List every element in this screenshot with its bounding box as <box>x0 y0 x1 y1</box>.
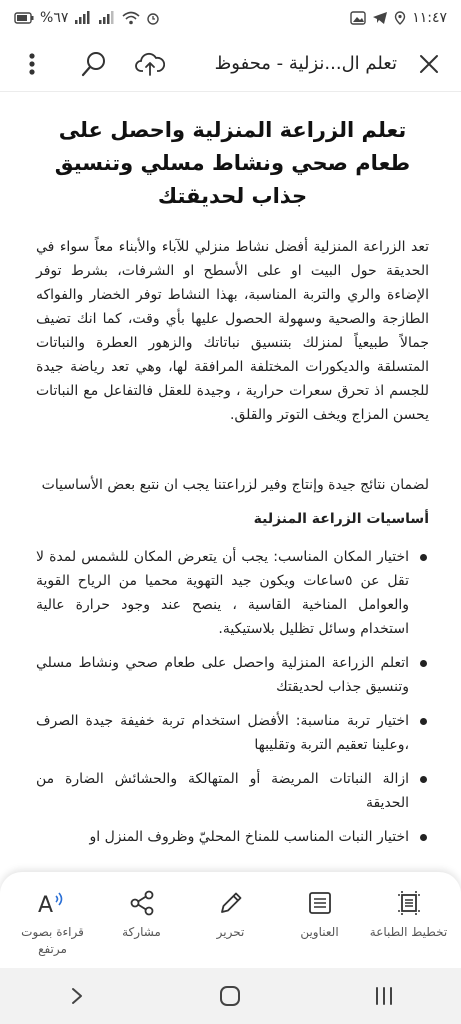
cloud-upload-icon <box>135 51 165 77</box>
list-item <box>36 767 429 815</box>
read-aloud-label: قراءة بصوت مرتفع <box>21 925 84 956</box>
list-item <box>36 709 429 757</box>
more-options-button[interactable] <box>10 42 54 86</box>
status-right <box>350 10 447 26</box>
signal-icon <box>74 11 92 25</box>
cloud-upload-button[interactable] <box>128 42 172 86</box>
headings-label: العناوين <box>300 925 339 939</box>
status-bar <box>0 0 461 36</box>
headings-button[interactable] <box>277 886 363 941</box>
status-time: ١١:٤٧ <box>412 10 447 26</box>
svg-text:A: A <box>37 893 53 918</box>
battery-percent: %٦٧ <box>40 10 69 26</box>
recents-button[interactable] <box>354 974 414 1018</box>
list-item <box>36 825 429 849</box>
alarm-icon <box>146 11 160 25</box>
share-label: مشاركة <box>122 925 161 939</box>
signal-icon-2 <box>98 11 116 25</box>
list-item-text: اختيار النبات المناسب للمناخ المحليّ وظروف المنزل او <box>89 829 409 845</box>
system-nav-bar <box>0 968 461 1024</box>
list-item <box>36 651 429 699</box>
read-aloud-icon <box>36 886 70 920</box>
gallery-icon <box>350 11 366 25</box>
battery-icon <box>14 12 34 24</box>
edit-button[interactable] <box>188 886 274 941</box>
list-item <box>36 545 429 641</box>
close-button[interactable] <box>407 42 451 86</box>
list-item-text: اختيار تربة مناسبة: الأفضل استخدام تربة خفيفة جيدة الصرف ،وعلينا تعقيم التربة وتقليبها <box>36 713 409 753</box>
recents-icon <box>373 986 395 1006</box>
telegram-icon <box>372 11 388 25</box>
share-button[interactable] <box>99 886 185 941</box>
bullet-icon <box>420 660 427 667</box>
intro-paragraph: تعد الزراعة المنزلية أفضل نشاط منزلي للآباء والأبناء معاً سواء في الحديقة حول البيت او على الأسطح او الشرفات، بشرط توفر الإضاءة والري والتربة المناسبة، بهذا النشاط توفر الخضار والفواكه الطازجة والصحية وسهولة الحصول عليها بأي وقت، كما انك تضيف جمالاً طبيعياً لمنزلك بتنسيق نباتاتك والزهور العطرة والنباتات المتسلقة والديكورات المختلفة المرافقة لها، وهي تعد رياضة جيدة للجسم اذ تحرق سعرات حرارية ، وجيدة للعقل فالتفاعل مع النباتات يحسن المزاج ويخف التوتر والقلق. <box>36 239 429 423</box>
list-item-text: اختيار المكان المناسب: يجب أن يتعرض المكان للشمس لمدة لا تقل عن ٥ساعات ويكون جيد التهوية محميا من الرياح القوية والعوامل المناخية القاسية ، ينصح عند وجود حرارة عالية استخدام وسائل تظليل بلاستيكية. <box>36 549 409 637</box>
print-layout-label: تخطيط الطباعة <box>369 925 448 939</box>
article-title: تعلم الزراعة المنزلية واحصل على طعام صحي ونشاط مسلي وتنسيق جذاب لحديقتك <box>54 118 411 208</box>
share-icon <box>128 886 156 920</box>
document-content[interactable] <box>0 108 461 878</box>
list-item-text: اتعلم الزراعة المنزلية واحصل على طعام صحي ونشاط مسلي وتنسيق جذاب لحديقتك <box>36 655 409 695</box>
back-button[interactable] <box>47 974 107 1018</box>
search-button[interactable] <box>72 42 116 86</box>
close-icon <box>418 53 440 75</box>
basics-list <box>36 545 429 849</box>
headings-icon <box>306 886 334 920</box>
list-item-text: ازالة النباتات المريضة أو المتهالكة والحشائش الضارة من الحديقة <box>36 771 409 811</box>
bottom-toolbar <box>0 872 461 968</box>
section-heading: أساسيات الزراعة المنزلية <box>253 511 429 527</box>
chevron-right-icon <box>70 986 84 1006</box>
location-icon <box>394 11 406 25</box>
blank-space <box>36 427 429 473</box>
print-layout-icon <box>395 886 423 920</box>
print-layout-button[interactable] <box>366 886 452 941</box>
home-icon <box>219 985 241 1007</box>
lead-paragraph: لضمان نتائج جيدة وإنتاج وفير لزراعتنا يجب ان نتبع بعض الأساسيات <box>41 477 429 493</box>
bullet-icon <box>420 718 427 725</box>
read-aloud-button[interactable] <box>10 886 96 958</box>
status-left <box>14 10 160 26</box>
app-header <box>0 36 461 92</box>
search-icon <box>80 50 108 78</box>
edit-label: تحرير <box>216 925 245 939</box>
home-button[interactable] <box>200 974 260 1018</box>
pencil-icon <box>217 886 245 920</box>
bullet-icon <box>420 554 427 561</box>
wifi-icon <box>122 11 140 25</box>
document-title: تعلم ال...نزلية - محفوظ <box>214 53 397 74</box>
bullet-icon <box>420 776 427 783</box>
bullet-icon <box>420 834 427 841</box>
